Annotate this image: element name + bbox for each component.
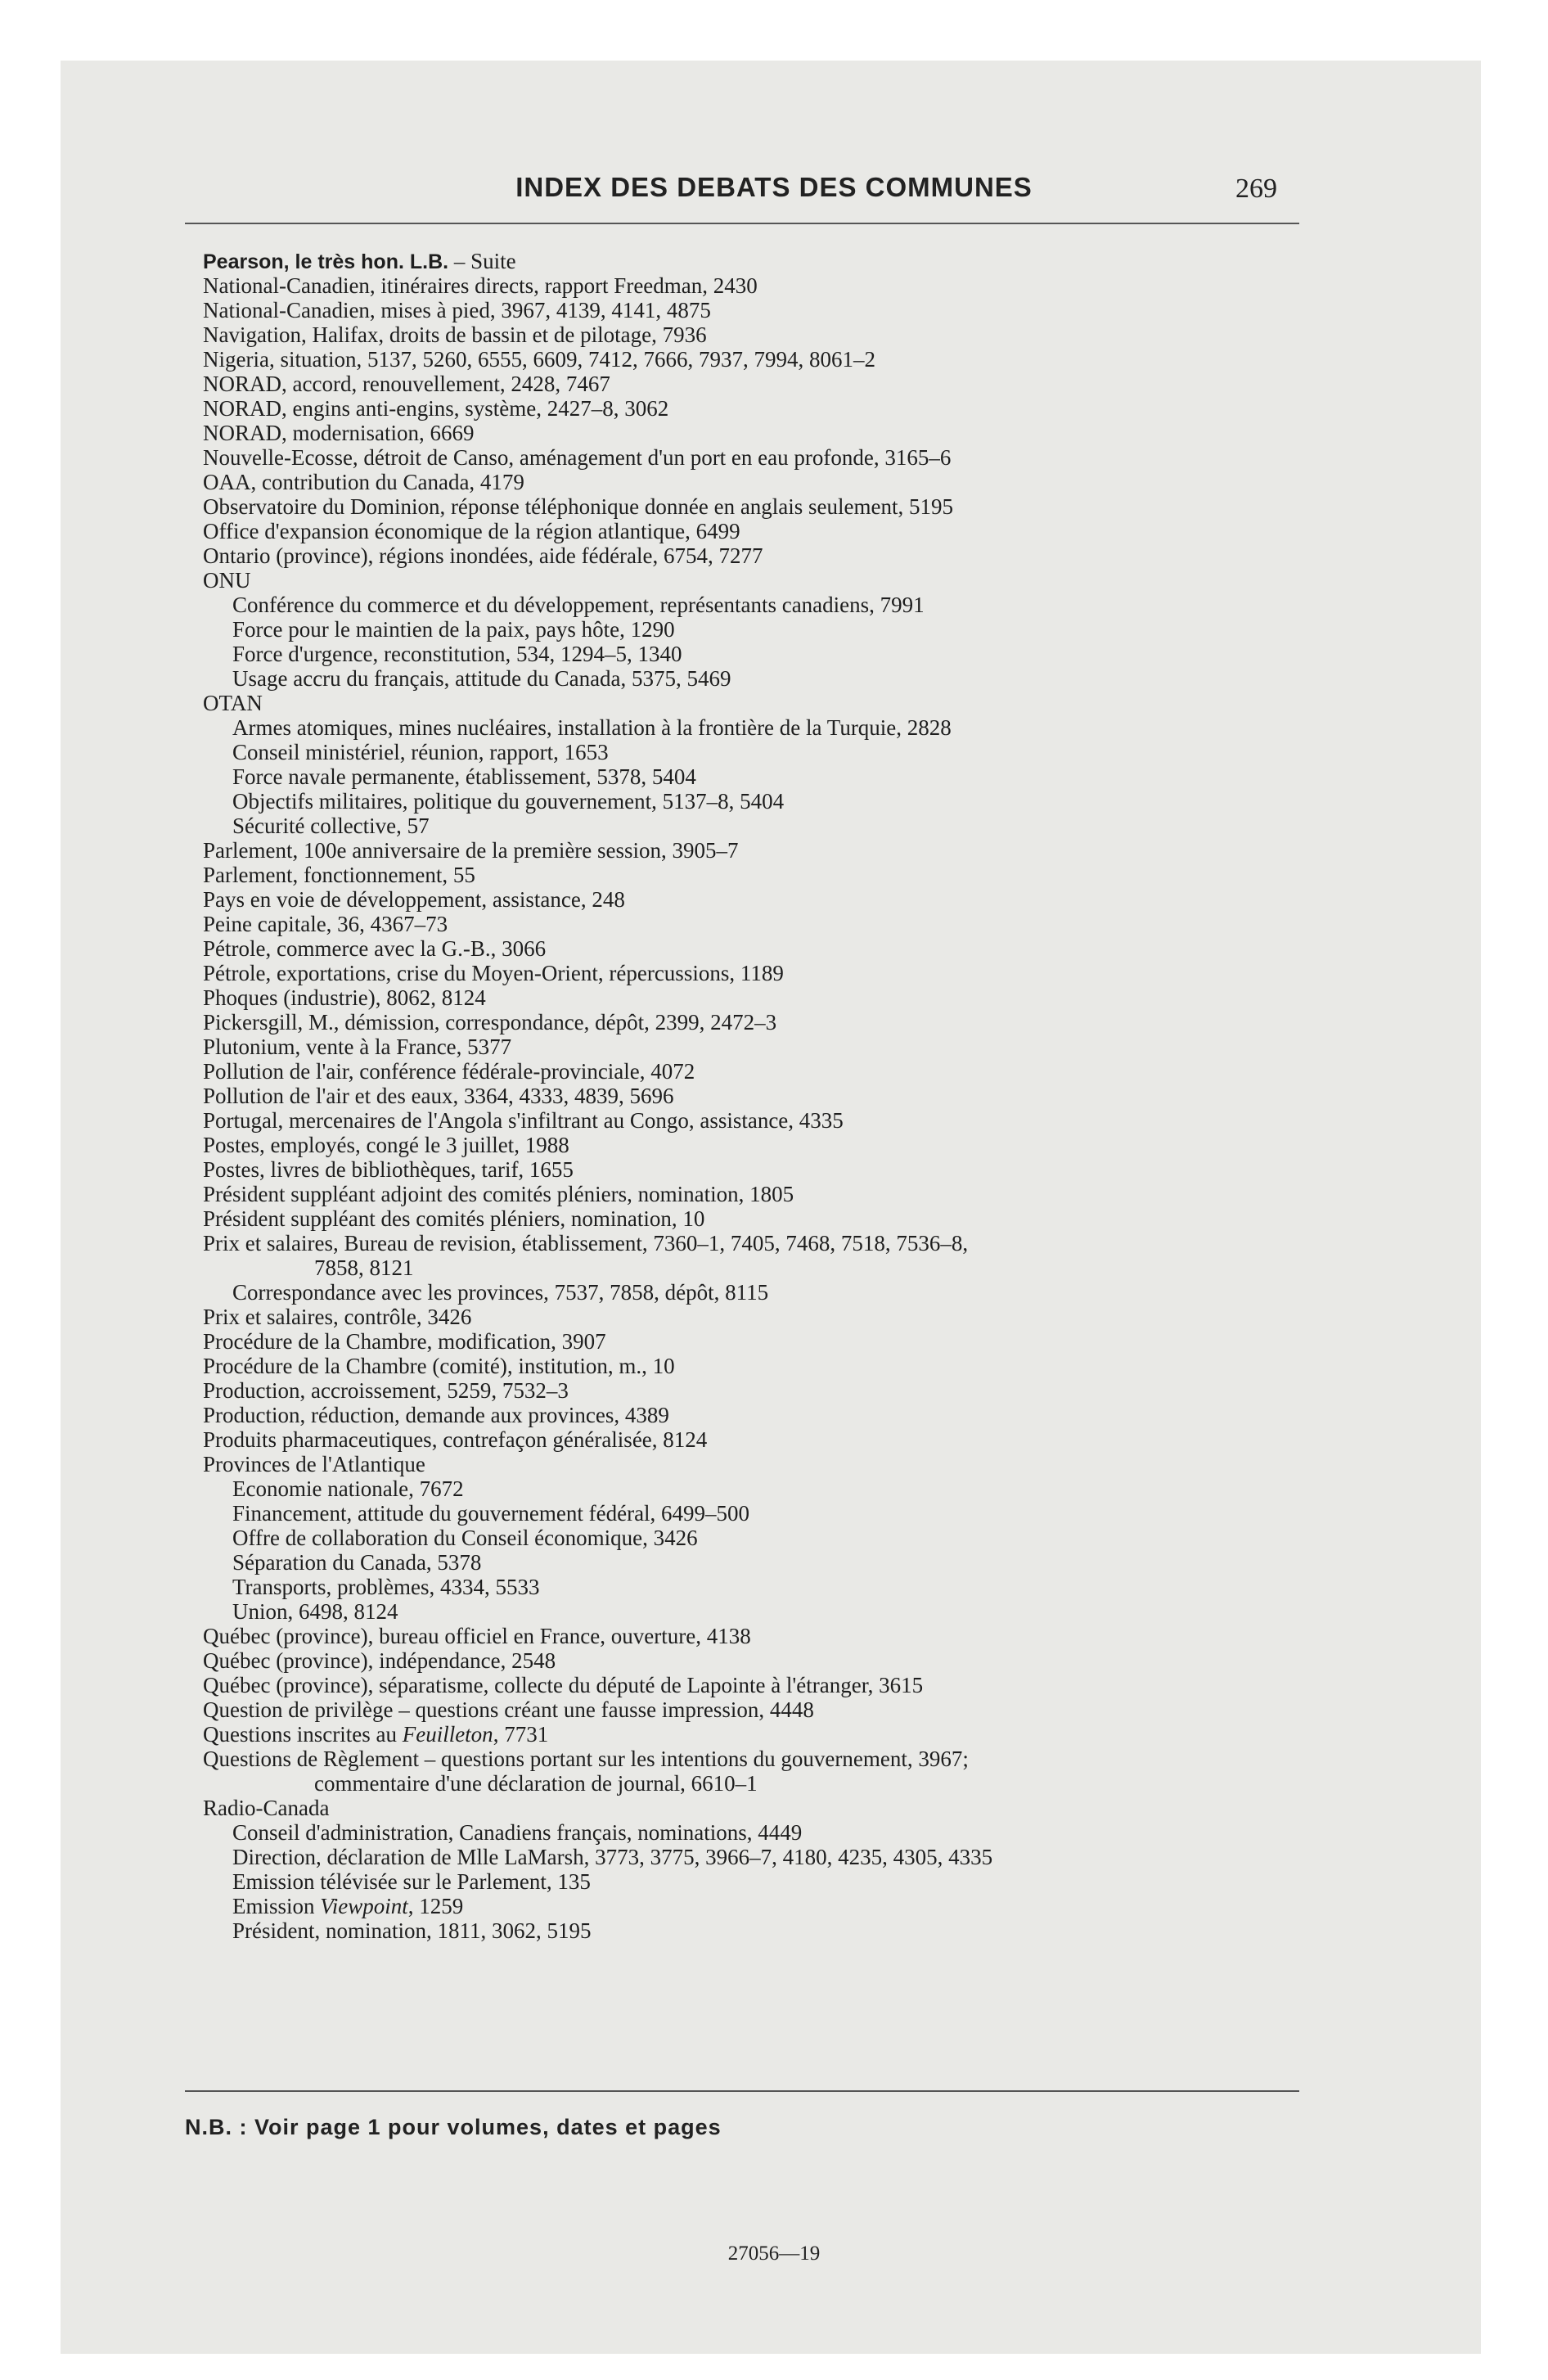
entry-head-suffix: – Suite [448, 249, 516, 273]
index-subline: Force d'urgence, reconstitution, 534, 1294–5, 1340 [232, 642, 682, 666]
index-line-text: Questions inscrites au [203, 1722, 403, 1747]
index-subline: Transports, problèmes, 4334, 5533 [232, 1575, 540, 1599]
index-entry-head [203, 249, 1316, 273]
index-line: Parlement, fonctionnement, 55 [203, 863, 475, 887]
index-line: Parlement, 100e anniversaire de la première session, 3905–7 [203, 838, 739, 863]
index-line: Provinces de l'Atlantique [203, 1452, 425, 1476]
italic-title: Feuilleton [402, 1722, 493, 1747]
index-line-pages: , 1259 [407, 1894, 464, 1918]
index-subline: Offre de collaboration du Conseil économique, 3426 [232, 1526, 698, 1550]
index-line: NORAD, engins anti-engins, système, 2427–8, 3062 [203, 396, 669, 421]
index-line: Pickersgill, M., démission, correspondance, dépôt, 2399, 2472–3 [203, 1010, 777, 1034]
entry-head-name: Pearson, le très hon. L.B. [203, 250, 449, 273]
index-subline: Union, 6498, 8124 [232, 1599, 398, 1624]
italic-title: Viewpoint [320, 1894, 408, 1918]
index-line: OAA, contribution du Canada, 4179 [203, 470, 524, 494]
index-content [203, 249, 1316, 1943]
page-header-title: INDEX DES DEBATS DES COMMUNES [515, 172, 1033, 202]
page-number: 269 [1235, 174, 1277, 204]
index-subline: Objectifs militaires, politique du gouvernement, 5137–8, 5404 [232, 789, 785, 814]
print-code: 27056—19 [727, 2243, 821, 2265]
index-line: National-Canadien, itinéraires directs, rapport Freedman, 2430 [203, 273, 758, 298]
index-line: Québec (province), bureau officiel en France, ouverture, 4138 [203, 1624, 751, 1648]
index-line: Produits pharmaceutiques, contrefaçon généralisée, 8124 [203, 1427, 708, 1452]
header-rule [185, 223, 1299, 224]
index-line: Procédure de la Chambre, modification, 3907 [203, 1329, 606, 1354]
index-line: NORAD, accord, renouvellement, 2428, 7467 [203, 372, 610, 396]
index-line: Pétrole, commerce avec la G.-B., 3066 [203, 936, 547, 961]
index-line: Peine capitale, 36, 4367–73 [203, 912, 448, 936]
index-line: OTAN [203, 691, 263, 715]
index-line: Postes, employés, congé le 3 juillet, 1988 [203, 1133, 569, 1157]
index-subline: Correspondance avec les provinces, 7537, 7858, dépôt, 8115 [232, 1280, 769, 1305]
index-line: Pollution de l'air et des eaux, 3364, 4333, 4839, 5696 [203, 1084, 674, 1108]
index-subline: Force navale permanente, établissement, 5378, 5404 [232, 764, 696, 789]
index-subline: Séparation du Canada, 5378 [232, 1550, 482, 1575]
index-line: Prix et salaires, contrôle, 3426 [203, 1305, 472, 1329]
index-line: Questions de Règlement – questions portant sur les intentions du gouvernement, 3967; [203, 1747, 969, 1771]
index-line: Question de privilège – questions créant une fausse impression, 4448 [203, 1697, 814, 1722]
index-subline: Emission télévisée sur le Parlement, 135 [232, 1869, 591, 1894]
index-subline: Président, nomination, 1811, 3062, 5195 [232, 1918, 592, 1943]
index-line: Procédure de la Chambre (comité), institution, m., 10 [203, 1354, 675, 1378]
index-continuation: commentaire d'une déclaration de journal, 6610–1 [314, 1771, 758, 1796]
index-line: Office d'expansion économique de la région atlantique, 6499 [203, 519, 740, 543]
index-line: Pollution de l'air, conférence fédérale-provinciale, 4072 [203, 1059, 695, 1084]
index-subline [203, 1894, 1316, 1918]
index-subline: Usage accru du français, attitude du Canada, 5375, 5469 [232, 666, 731, 691]
index-subline: Conférence du commerce et du développement, représentants canadiens, 7991 [232, 593, 925, 617]
index-line: Québec (province), séparatisme, collecte du député de Lapointe à l'étranger, 3615 [203, 1673, 924, 1697]
footer-rule [185, 2090, 1299, 2092]
index-line: Portugal, mercenaires de l'Angola s'infiltrant au Congo, assistance, 4335 [203, 1108, 844, 1133]
index-line: Pétrole, exportations, crise du Moyen-Orient, répercussions, 1189 [203, 961, 784, 985]
index-subline: Conseil d'administration, Canadiens français, nominations, 4449 [232, 1820, 803, 1845]
index-subline: Sécurité collective, 57 [232, 814, 430, 838]
index-continuation: 7858, 8121 [314, 1255, 414, 1280]
index-line: Nigeria, situation, 5137, 5260, 6555, 6609, 7412, 7666, 7937, 7994, 8061–2 [203, 347, 875, 372]
index-line: Radio-Canada [203, 1796, 330, 1820]
index-line: Nouvelle-Ecosse, détroit de Canso, aménagement d'un port en eau profonde, 3165–6 [203, 445, 952, 470]
index-line: NORAD, modernisation, 6669 [203, 421, 475, 445]
index-subline: Direction, déclaration de Mlle LaMarsh, 3773, 3775, 3966–7, 4180, 4235, 4305, 4335 [232, 1845, 993, 1869]
index-line: Président suppléant des comités pléniers, nomination, 10 [203, 1206, 705, 1231]
index-line: Production, accroissement, 5259, 7532–3 [203, 1378, 569, 1403]
index-line: Prix et salaires, Bureau de revision, établissement, 7360–1, 7405, 7468, 7518, 7536–8, [203, 1231, 969, 1255]
index-line: Ontario (province), régions inondées, aide fédérale, 6754, 7277 [203, 543, 763, 568]
index-subline: Financement, attitude du gouvernement fédéral, 6499–500 [232, 1501, 750, 1526]
index-line: Président suppléant adjoint des comités pléniers, nomination, 1805 [203, 1182, 794, 1206]
index-line: National-Canadien, mises à pied, 3967, 4139, 4141, 4875 [203, 298, 711, 322]
index-line [203, 1722, 1316, 1747]
index-subline: Economie nationale, 7672 [232, 1476, 464, 1501]
index-line: Plutonium, vente à la France, 5377 [203, 1034, 512, 1059]
index-line-pages: , 7731 [493, 1722, 549, 1747]
footnote: N.B. : Voir page 1 pour volumes, dates et pages [185, 2115, 722, 2139]
index-line: Québec (province), indépendance, 2548 [203, 1648, 556, 1673]
index-line: Navigation, Halifax, droits de bassin et de pilotage, 7936 [203, 322, 707, 347]
index-subline: Armes atomiques, mines nucléaires, installation à la frontière de la Turquie, 2828 [232, 715, 952, 740]
index-line-text: Emission [232, 1894, 321, 1918]
index-subline: Force pour le maintien de la paix, pays hôte, 1290 [232, 617, 675, 642]
index-line: Observatoire du Dominion, réponse téléphonique donnée en anglais seulement, 5195 [203, 494, 954, 519]
index-line: Phoques (industrie), 8062, 8124 [203, 985, 486, 1010]
index-line: Postes, livres de bibliothèques, tarif, 1655 [203, 1157, 574, 1182]
index-line: Pays en voie de développement, assistance, 248 [203, 887, 625, 912]
index-line: Production, réduction, demande aux provinces, 4389 [203, 1403, 669, 1427]
index-subline: Conseil ministériel, réunion, rapport, 1653 [232, 740, 609, 764]
index-line: ONU [203, 568, 251, 593]
